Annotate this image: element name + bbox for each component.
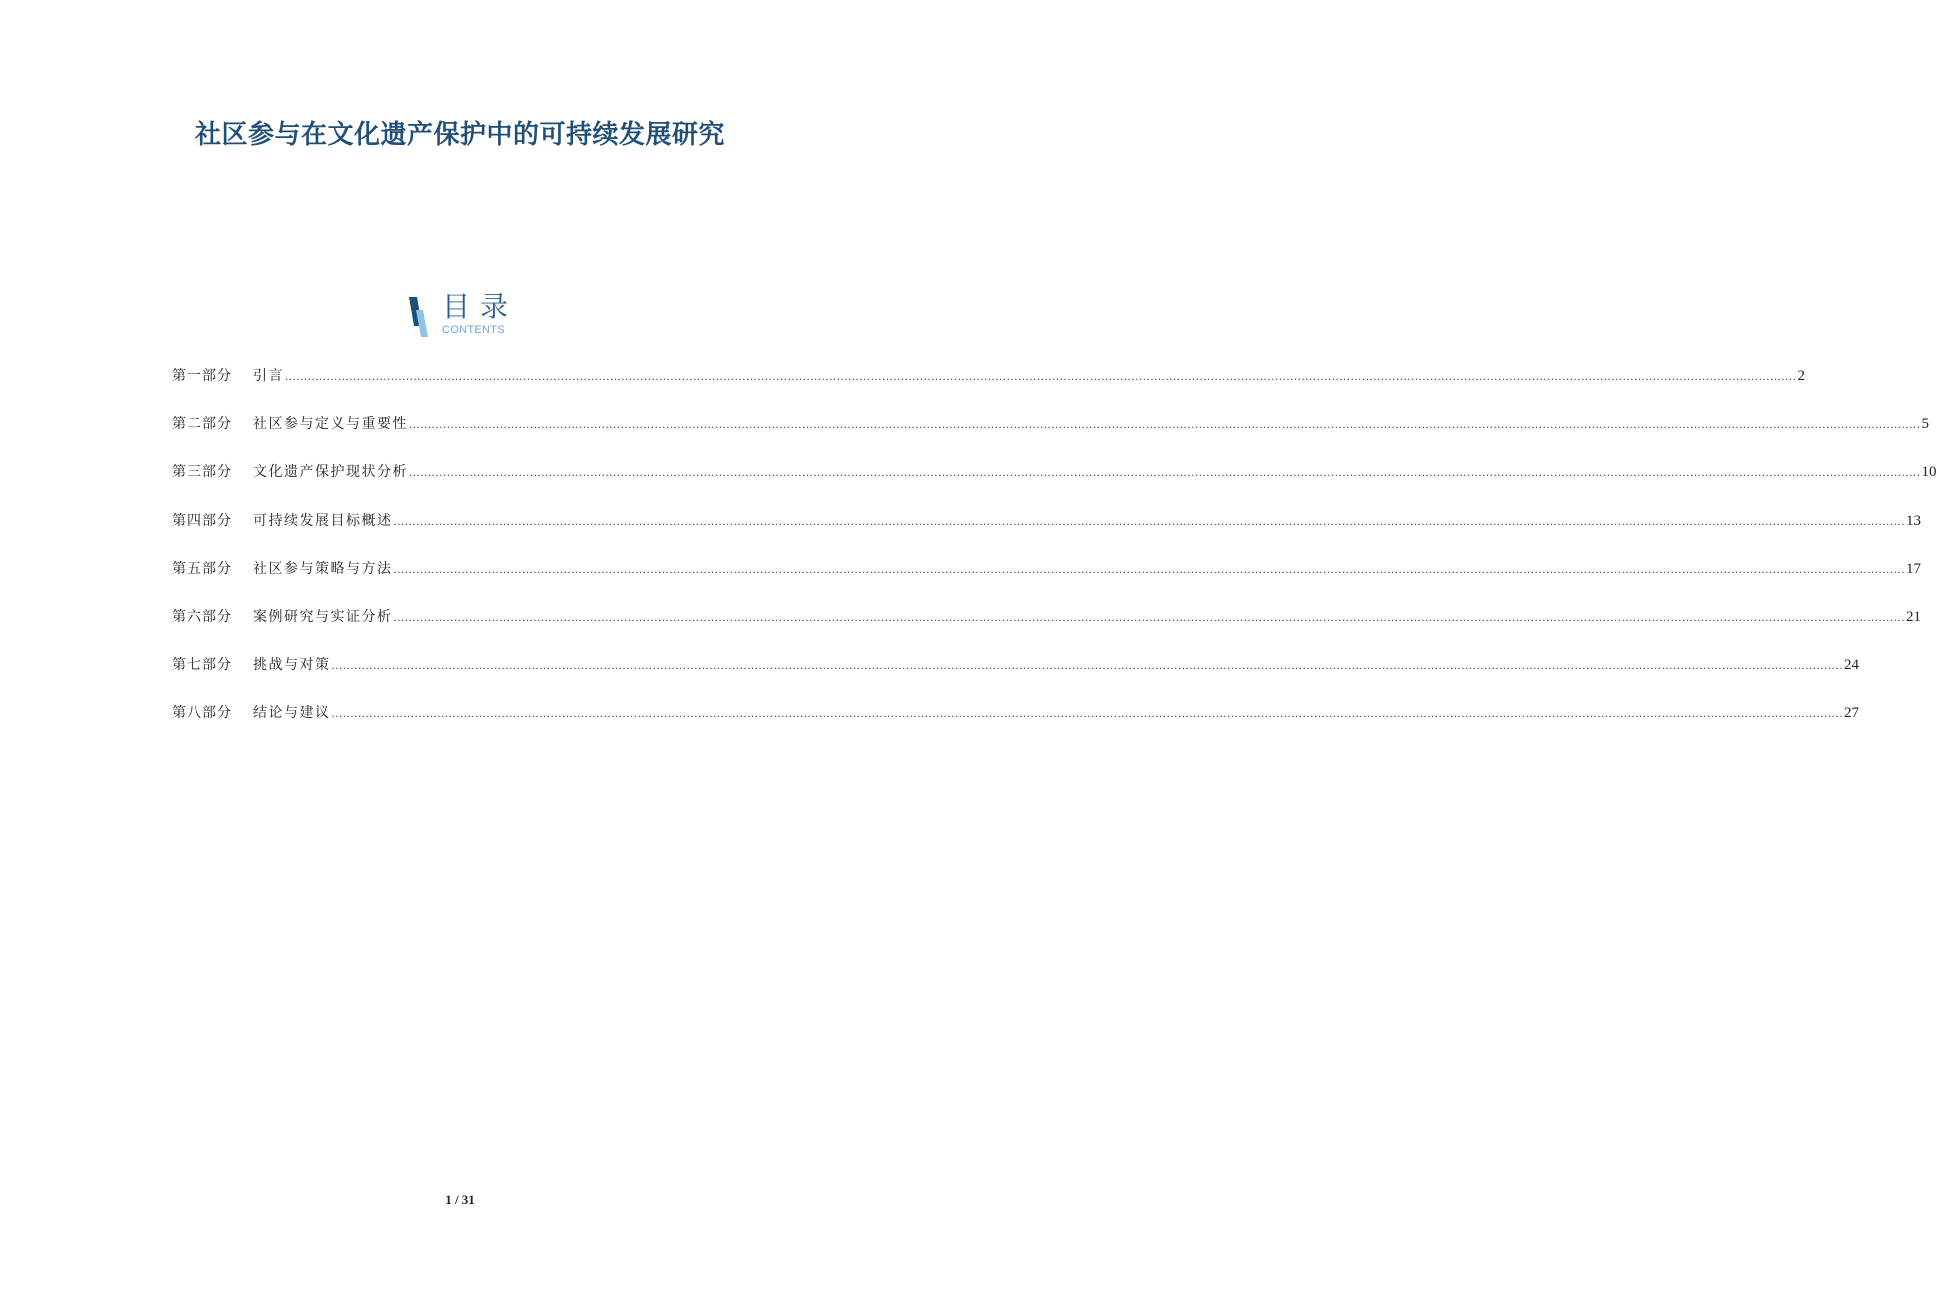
document-title: 社区参与在文化遗产保护中的可持续发展研究 — [194, 120, 725, 150]
toc-page-number: 17 — [1905, 560, 1921, 577]
toc-entry-5[interactable] — [172, 557, 1921, 605]
toc-list — [172, 364, 1936, 750]
toc-subheading: CONTENTS — [442, 324, 505, 336]
toc-dot-leader: ................................................................................................................................................................................................................................................................................................................................................................................................................ — [393, 612, 1905, 624]
toc-section-title: 引言 — [253, 368, 284, 384]
toc-page-number: 24 — [1843, 657, 1859, 674]
toc-entry-2[interactable] — [172, 412, 1929, 460]
toc-section-title: 结论与建议 — [253, 705, 331, 722]
toc-section-title: 社区参与策略与方法 — [253, 560, 393, 577]
toc-section-title: 社区参与定义与重要性 — [253, 416, 408, 433]
toc-part-label: 第七部分 — [172, 657, 232, 674]
toc-header — [406, 292, 526, 340]
book-stripe-icon — [406, 296, 436, 338]
toc-part-label: 第四部分 — [172, 512, 232, 529]
toc-dot-leader: ................................................................................................................................................................................................................................................................................................................................................................................................................ — [285, 372, 1797, 383]
toc-section-title: 文化遗产保护现状分析 — [253, 464, 408, 481]
toc-part-label: 第三部分 — [172, 464, 232, 481]
toc-page-number: 2 — [1797, 368, 1805, 384]
toc-heading: 目录 — [442, 290, 519, 323]
toc-entry-7[interactable] — [172, 653, 1859, 701]
toc-dot-leader: ................................................................................................................................................................................................................................................................................................................................................................................................................ — [331, 661, 1843, 673]
toc-entry-4[interactable] — [172, 509, 1921, 557]
toc-entry-1[interactable] — [172, 364, 1805, 412]
toc-entry-8[interactable] — [172, 701, 1859, 749]
page-number-footer: 1 / 31 — [445, 1192, 475, 1207]
toc-part-label: 第一部分 — [172, 368, 232, 384]
toc-dot-leader: ................................................................................................................................................................................................................................................................................................................................................................................................................ — [331, 709, 1843, 721]
toc-page-number: 27 — [1843, 705, 1859, 722]
toc-entry-6[interactable] — [172, 605, 1921, 653]
toc-page-number: 10 — [1921, 464, 1936, 481]
toc-part-label: 第五部分 — [172, 560, 232, 577]
toc-part-label: 第六部分 — [172, 608, 232, 625]
toc-page-number: 5 — [1921, 416, 1929, 433]
toc-part-label: 第八部分 — [172, 705, 232, 722]
toc-part-label: 第二部分 — [172, 416, 232, 433]
toc-dot-leader: ................................................................................................................................................................................................................................................................................................................................................................................................................ — [409, 468, 1921, 480]
toc-section-title: 可持续发展目标概述 — [253, 512, 393, 529]
toc-entry-3[interactable] — [172, 460, 1936, 508]
toc-section-title: 案例研究与实证分析 — [253, 608, 393, 625]
toc-section-title: 挑战与对策 — [253, 657, 331, 674]
toc-dot-leader: ................................................................................................................................................................................................................................................................................................................................................................................................................ — [393, 516, 1905, 528]
toc-page-number: 21 — [1905, 608, 1921, 625]
toc-dot-leader: ................................................................................................................................................................................................................................................................................................................................................................................................................ — [409, 420, 1921, 432]
toc-dot-leader: ................................................................................................................................................................................................................................................................................................................................................................................................................ — [393, 564, 1905, 576]
toc-page-number: 13 — [1905, 512, 1921, 529]
